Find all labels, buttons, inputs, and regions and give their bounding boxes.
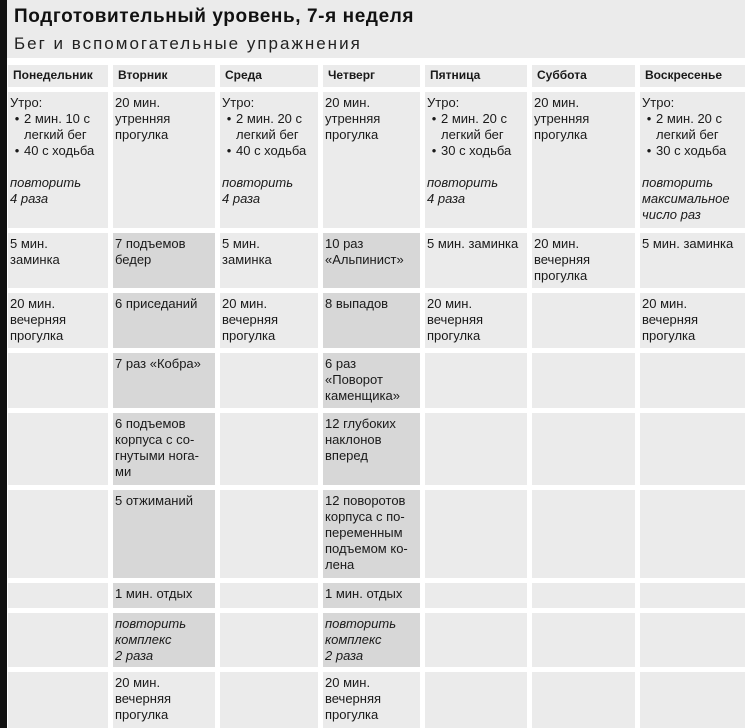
bullet-item (642, 111, 744, 143)
schedule-cell (8, 490, 108, 578)
title-bar (7, 0, 745, 58)
schedule-cell (220, 613, 318, 667)
schedule-cell: 6 приседаний (113, 293, 215, 348)
bullet-text: 2 мин. 20 с легкий бег (656, 111, 723, 142)
schedule-cell (640, 413, 745, 485)
schedule-cell (640, 353, 745, 408)
bullet-item (427, 143, 526, 159)
schedule-cell: 20 мин. вечерняя прогулка (8, 293, 108, 348)
column-header-day: Четверг (323, 65, 420, 87)
bullet-text: 30 с ходьба (656, 143, 727, 158)
schedule-cell: 1 мин. отдых (113, 583, 215, 608)
schedule-cell: 5 мин. заминка (425, 233, 527, 288)
schedule-cell: 20 мин. утренняя прогулка (323, 92, 420, 228)
bullet-item (222, 143, 317, 159)
bullet-item (222, 111, 317, 143)
schedule-cell (425, 613, 527, 667)
schedule-cell: 5 отжиманий (113, 490, 215, 578)
cell-intro: Утро: (10, 95, 43, 110)
schedule-cell: 6 раз «Поворот каменщика» (323, 353, 420, 408)
bullet-text: 30 с ходьба (441, 143, 512, 158)
schedule-cell (640, 490, 745, 578)
schedule-cell (532, 293, 635, 348)
schedule-cell: 20 мин. вечерняя прогулка (220, 293, 318, 348)
schedule-cell: 20 мин. утренняя прогулка (532, 92, 635, 228)
schedule-cell: 5 мин. заминка (220, 233, 318, 288)
schedule-cell: 5 мин. заминка (640, 233, 745, 288)
cell-intro: Утро: (427, 95, 460, 110)
schedule-cell (640, 92, 745, 228)
schedule-cell (640, 583, 745, 608)
schedule-cell (8, 353, 108, 408)
bullet-icon: • (14, 111, 20, 126)
schedule-cell (640, 613, 745, 667)
cell-intro: Утро: (222, 95, 255, 110)
bullet-icon: • (646, 111, 652, 126)
schedule-cell: повторить комплекс 2 раза (113, 613, 215, 667)
column-header-day: Среда (220, 65, 318, 87)
repeat-note: повторить 4 раза (222, 175, 294, 206)
schedule-cell: 20 мин. вечерняя прогулка (640, 293, 745, 348)
schedule-cell (532, 413, 635, 485)
schedule-cell (8, 583, 108, 608)
schedule-cell (425, 92, 527, 228)
schedule-cell: 7 подъемов бедер (113, 233, 215, 288)
schedule-cell (425, 490, 527, 578)
bullet-text: 40 с ходьба (236, 143, 307, 158)
bullet-text: 40 с ходьба (24, 143, 95, 158)
schedule-cell (220, 413, 318, 485)
bullet-icon: • (646, 143, 652, 158)
bullet-icon: • (226, 111, 232, 126)
schedule-cell: 20 мин. вечерняя прогулка (113, 672, 215, 728)
bullet-item (10, 111, 107, 143)
schedule-cell (220, 672, 318, 728)
schedule-cell (425, 672, 527, 728)
schedule-cell (220, 583, 318, 608)
schedule-cell (425, 413, 527, 485)
schedule-cell (532, 353, 635, 408)
column-header-day: Пятница (425, 65, 527, 87)
bullet-item (642, 143, 744, 159)
column-header-day: Понедельник (8, 65, 108, 87)
repeat-note: повторить максимальное число раз (642, 175, 730, 222)
schedule-table (8, 65, 745, 728)
schedule-cell (640, 672, 745, 728)
bullet-icon: • (14, 143, 20, 158)
schedule-cell: повторить комплекс 2 раза (323, 613, 420, 667)
page-title: Подготовительный уровень, 7-я неделя (14, 6, 415, 27)
schedule-cell (425, 353, 527, 408)
schedule-cell (220, 353, 318, 408)
schedule-cell: 12 глубоких наклонов вперед (323, 413, 420, 485)
column-header-day: Вторник (113, 65, 215, 87)
bullet-item (10, 143, 107, 159)
bullet-text: 2 мин. 20 с легкий бег (236, 111, 303, 142)
schedule-cell (8, 672, 108, 728)
column-header-day: Воскресенье (640, 65, 745, 87)
schedule-cell: 10 раз «Альпинист» (323, 233, 420, 288)
left-border-strip (0, 0, 7, 728)
repeat-note: повторить 4 раза (10, 175, 82, 206)
schedule-cell (532, 672, 635, 728)
bullet-icon: • (226, 143, 232, 158)
schedule-cell: 5 мин. заминка (8, 233, 108, 288)
schedule-cell: 20 мин. вечерняя прогулка (532, 233, 635, 288)
bullet-icon: • (431, 111, 437, 126)
schedule-cell (220, 490, 318, 578)
schedule-cell: 12 поворотов корпуса с по- переменным подъемом ко- лена (323, 490, 420, 578)
schedule-cell (8, 413, 108, 485)
bullet-text: 2 мин. 20 с легкий бег (441, 111, 508, 142)
schedule-cell (425, 583, 527, 608)
page-subtitle: Бег и вспомогательные упражнения (14, 34, 362, 53)
schedule-cell (532, 583, 635, 608)
schedule-cell (532, 613, 635, 667)
schedule-cell (8, 92, 108, 228)
bullet-icon: • (431, 143, 437, 158)
schedule-cell: 6 подъемов корпуса с со- гнутыми нога- ми (113, 413, 215, 485)
cell-intro: Утро: (642, 95, 675, 110)
schedule-cell: 8 выпадов (323, 293, 420, 348)
schedule-cell: 1 мин. отдых (323, 583, 420, 608)
schedule-cell (220, 92, 318, 228)
bullet-text: 2 мин. 10 с легкий бег (24, 111, 91, 142)
repeat-note: повторить 4 раза (427, 175, 499, 206)
schedule-cell (8, 613, 108, 667)
schedule-cell: 7 раз «Кобра» (113, 353, 215, 408)
schedule-cell: 20 мин. вечерняя прогулка (425, 293, 527, 348)
column-header-day: Суббота (532, 65, 635, 87)
schedule-cell: 20 мин. утренняя прогулка (113, 92, 215, 228)
schedule-cell: 20 мин. вечерняя прогулка (323, 672, 420, 728)
schedule-cell (532, 490, 635, 578)
bullet-item (427, 111, 526, 143)
